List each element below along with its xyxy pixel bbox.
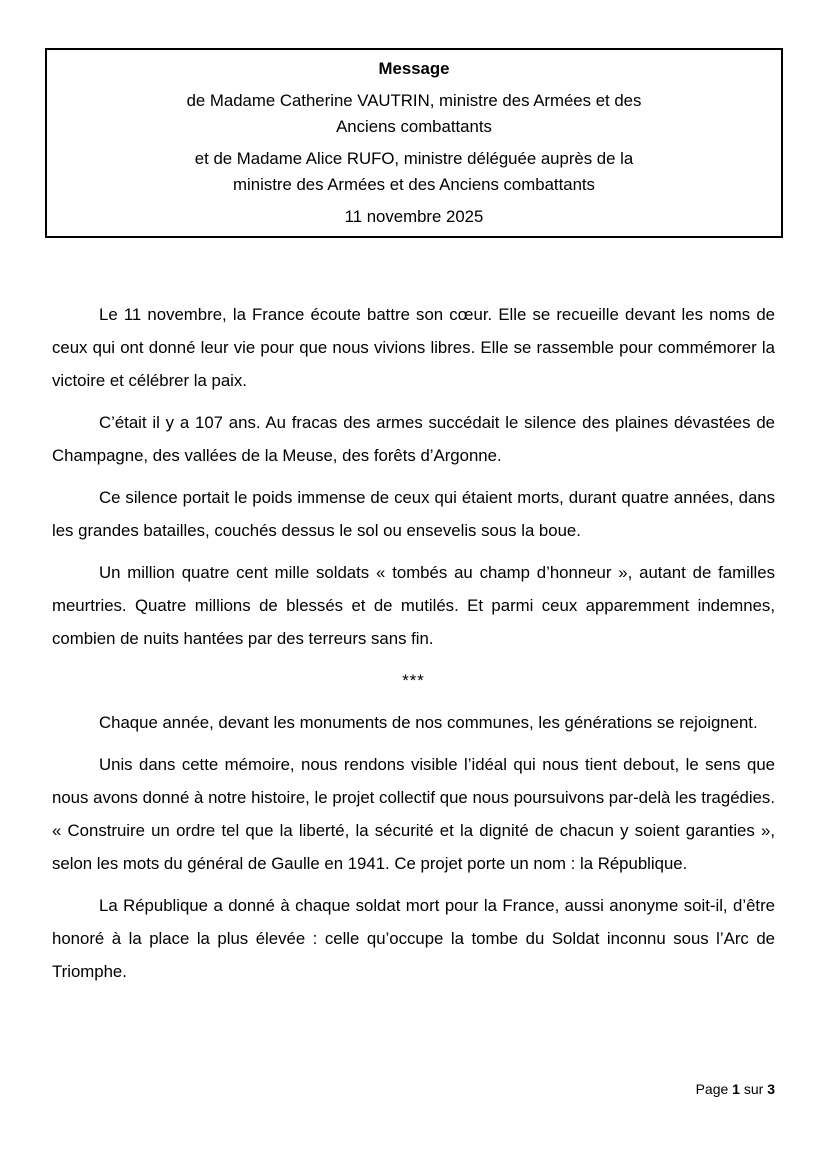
minister-attribution-1 <box>75 88 753 140</box>
body-paragraph: Le 11 novembre, la France écoute battre son cœur. Elle se recueille devant les noms de ceux qui ont donné leur vie pour que nous vivions libres. Elle se rassemble pour commémorer la victoire et célébrer la paix. <box>52 305 775 390</box>
message-header-box <box>45 48 783 238</box>
body-paragraph: C’était il y a 107 ans. Au fracas des armes succédait le silence des plaines dévastées de Champagne, des vallées de la Meuse, des forêts d’Argonne. <box>52 413 775 465</box>
message-body <box>52 298 775 988</box>
message-date: 11 novembre 2025 <box>344 207 484 226</box>
page-number-of-label: sur <box>743 1081 764 1097</box>
minister-attribution-2-line-1: et de Madame Alice RUFO, ministre déléguée auprès de la <box>194 149 634 168</box>
minister-attribution-1-line-2: Anciens combattants <box>336 117 492 136</box>
page-number <box>696 1081 775 1098</box>
body-paragraph: La République a donné à chaque soldat mort pour la France, aussi anonyme soit-il, d’être honoré à la place la plus élevée : celle qu’occupe la tombe du Soldat inconnu sous l’Arc de Triomphe. <box>52 896 775 981</box>
body-paragraph: Chaque année, devant les monuments de nos communes, les générations se rejoignent. <box>99 713 758 732</box>
message-title: Message <box>378 59 450 78</box>
body-paragraph: Unis dans cette mémoire, nous rendons visible l’idéal qui nous tient debout, le sens que nous avons donné à notre histoire, le projet collectif que nous poursuivons par-delà les tragédies. « Construire un ordre tel que la liberté, la sécurité et la dignité de chacun y soient garanties », selon les mots du général de Gaulle en 1941. Ce projet porte un nom : la République. <box>52 755 775 873</box>
page-number-total: 3 <box>767 1081 775 1097</box>
section-separator: *** <box>402 671 425 690</box>
page-number-label: Page <box>695 1081 729 1097</box>
minister-attribution-1-line-1: de Madame Catherine VAUTRIN, ministre des Armées et des <box>186 91 642 110</box>
minister-attribution-2 <box>75 146 753 198</box>
page-number-current: 1 <box>732 1081 740 1097</box>
body-paragraph: Ce silence portait le poids immense de ceux qui étaient morts, durant quatre années, dans les grandes batailles, couchés dessus le sol ou ensevelis sous la boue. <box>52 488 775 540</box>
body-paragraph: Un million quatre cent mille soldats « tombés au champ d’honneur », autant de familles meurtries. Quatre millions de blessés et de mutilés. Et parmi ceux apparemment indemnes, combien de nuits hantées par des terreurs sans fin. <box>52 563 775 648</box>
minister-attribution-2-line-2: ministre des Armées et des Anciens combattants <box>233 175 595 194</box>
